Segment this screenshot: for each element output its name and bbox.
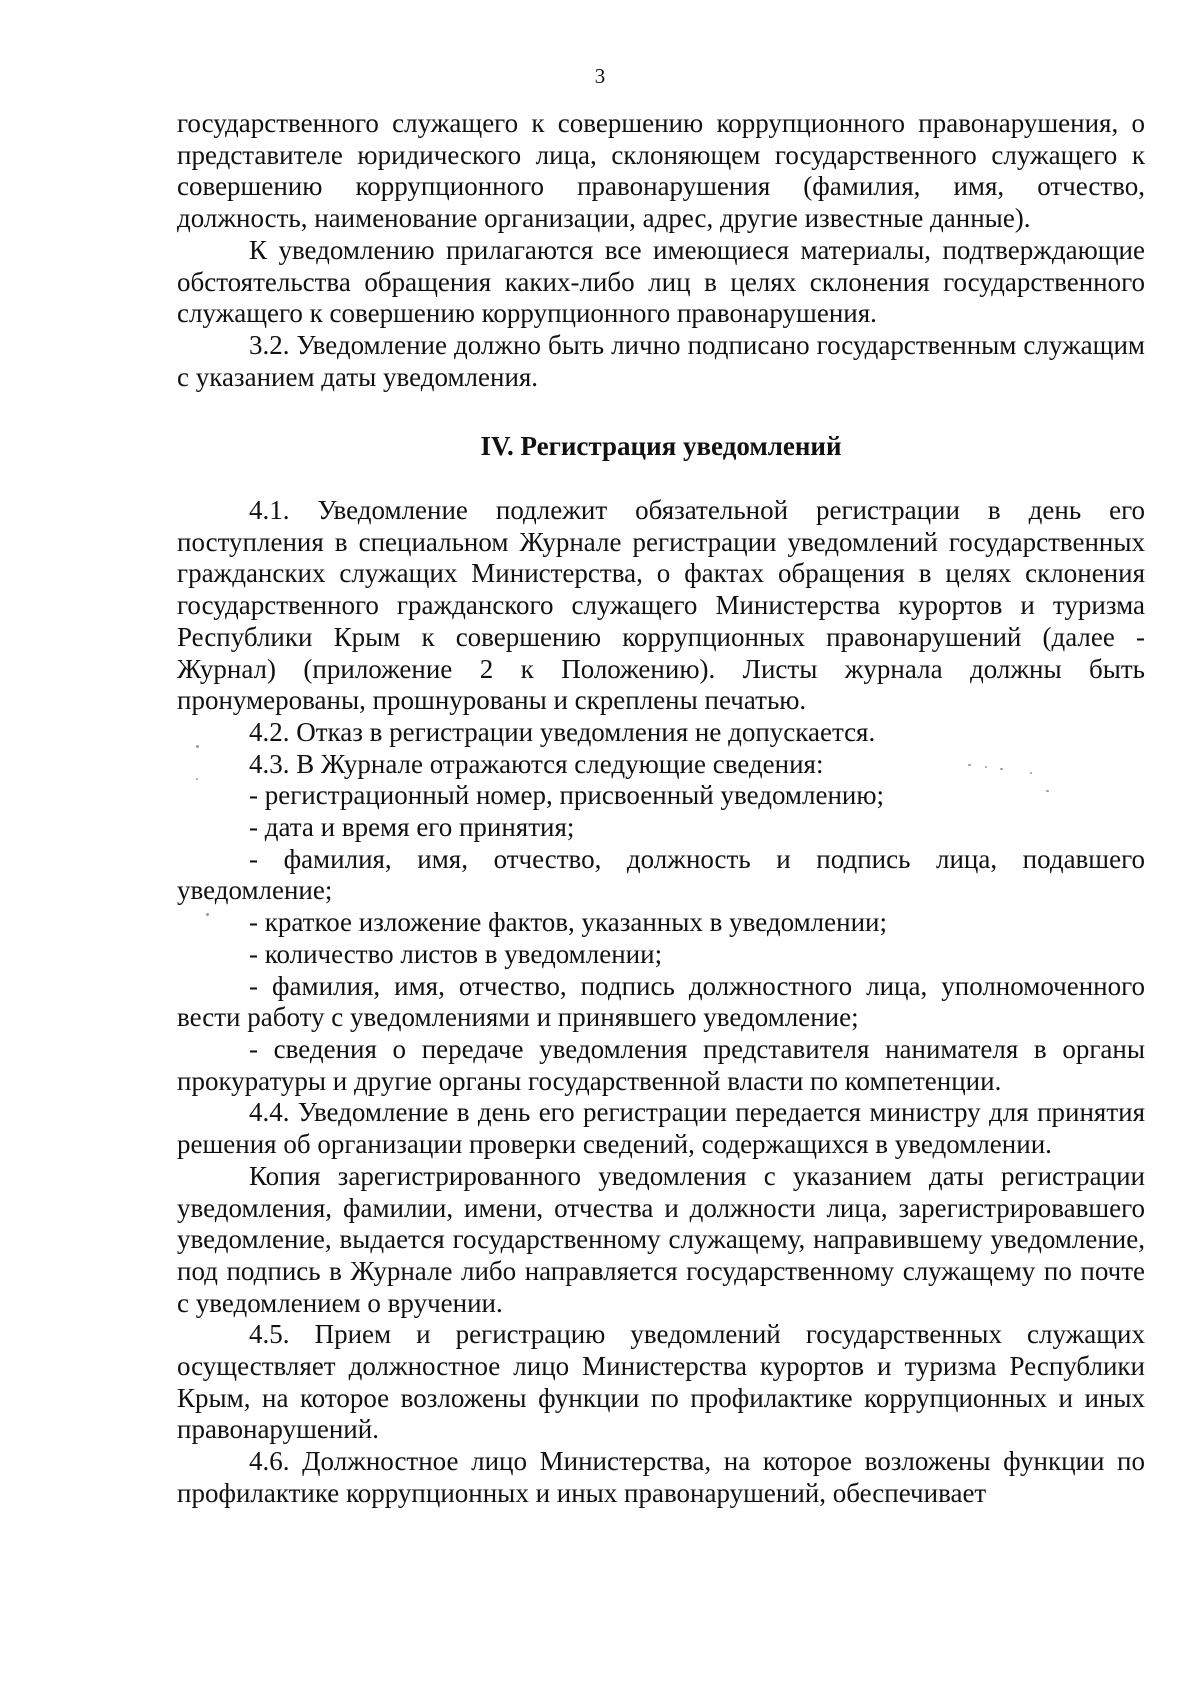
list-item-registration-number: - регистрационный номер, присвоенный уведомлению; — [249, 780, 885, 811]
list-item-sheet-count: - количество листов в уведомлении; — [249, 938, 663, 969]
section-heading: IV. Регистрация уведомлений — [480, 431, 842, 462]
paragraph-4-6: 4.6. Должностное лицо Министерства, на которое возложены функции по профилактике коррупционных и иных правонарушений, обеспечивает — [177, 1446, 1145, 1508]
paragraph-4-3: 4.3. В Журнале отражаются следующие сведения: — [249, 748, 824, 779]
scan-speck — [1046, 790, 1049, 792]
scan-speck — [968, 764, 971, 766]
paragraph-4-2: 4.2. Отказ в регистрации уведомления не допускается. — [249, 716, 876, 747]
paragraph-3-2: 3.2. Уведомление должно быть лично подписано государственным служащим с указанием даты уведомления. — [177, 329, 1145, 392]
paragraph-continuation: государственного служащего к совершению коррупционного правонарушения, о представителе юридического лица, склоняющем государственного служащего к совершению коррупционного правонарушения (фамилия, имя, отчество, должность, наименование организации, адрес, другие известные данные). — [177, 108, 1145, 234]
scan-speck — [196, 745, 199, 748]
paragraph-4-1: 4.1. Уведомление подлежит обязательной регистрации в день его поступления в специальном Журнале регистрации уведомлений государственных гражданских служащих Министерства, о фактах обращения в целях склонения государственного гражданского служащего Министерства курортов и туризма Республики Крым к совершению коррупционных правонарушений (далее - Журнал) (приложение 2 к Положению). Листы журнала должны быть пронумерованы, прошнурованы и скреплены печатью. — [177, 495, 1145, 716]
list-item-official: - фамилия, имя, отчество, подпись должностного лица, уполномоченного вести работу с уведомлениями и принявшего уведомление; — [177, 970, 1145, 1033]
scan-speck — [985, 766, 987, 768]
paragraph-4-5: 4.5. Прием и регистрацию уведомлений государственных служащих осуществляет должностное лицо Министерства курортов и туризма Республики Крым, на которое возложены функции по профилактике коррупционных и иных правонарушений. — [177, 1319, 1145, 1445]
scan-speck — [196, 778, 198, 780]
paragraph-4-4: 4.4. Уведомление в день его регистрации передается министру для принятия решения об организации проверки сведений, содержащихся в уведомлении. — [177, 1097, 1145, 1160]
list-item-transfer-info: - сведения о передаче уведомления представителя нанимателя в органы прокуратуры и другие органы государственной власти по компетенции. — [177, 1033, 1145, 1096]
document-body — [177, 108, 1145, 1510]
scan-speck — [206, 913, 209, 916]
list-item-submitter: - фамилия, имя, отчество, должность и подпись лица, подавшего уведомление; — [177, 843, 1145, 906]
paragraph-attachments: К уведомлению прилагаются все имеющиеся материалы, подтверждающие обстоятельства обращения каких-либо лиц в целях склонения государственного служащего к совершению коррупционного правонарушения. — [177, 234, 1145, 329]
scan-speck — [1000, 768, 1003, 770]
scan-speck — [1030, 772, 1032, 774]
page-number: 3 — [594, 64, 606, 88]
paragraph-copy: Копия зарегистрированного уведомления с указанием даты регистрации уведомления, фамилии, имени, отчества и должности лица, зарегистрировавшего уведомление, выдается государственному служащему, направившему уведомление, под подпись в Журнале либо направляется государственному служащему по почте с уведомлением о вручении. — [177, 1160, 1145, 1318]
list-item-date-time: - дата и время его принятия; — [249, 812, 575, 843]
list-item-facts-summary: - краткое изложение фактов, указанных в уведомлении; — [249, 907, 887, 938]
